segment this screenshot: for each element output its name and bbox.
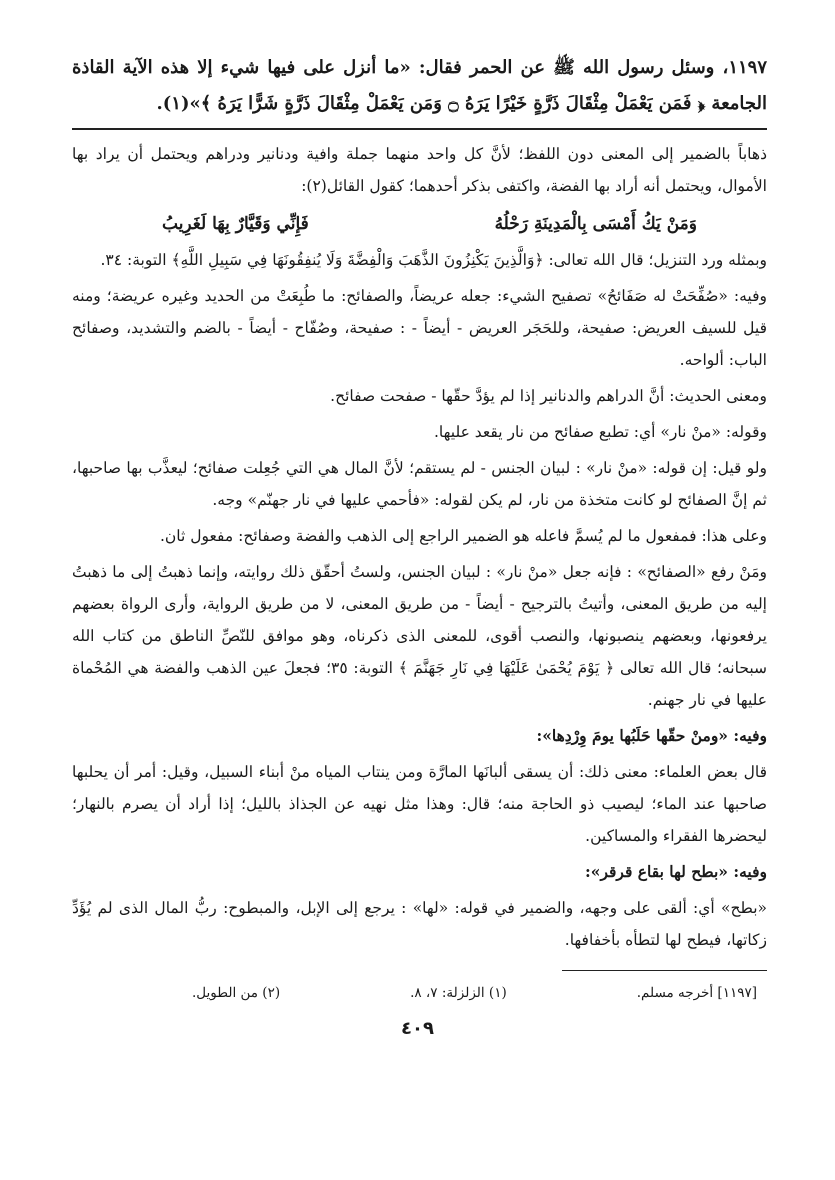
- paragraph-heading: وفيه: «ومنْ حقّها حَلَبُها يومَ وِرْدِها»:: [536, 726, 767, 745]
- hadith-number: ١١٩٧: [728, 57, 768, 78]
- paragraph: ومَنْ رفع «الصفائح» : فإنه جعل «منْ نار» : لبيان الجنس، ولستُ أحقّق ذلك روايته، وإنما ذهبتُ إلى ما ذهبتُ إليه من طريق المعنى، وأتيتُ بالترجيح - أيضاً - من طريق المعنى، لا من طريق الرواية، وأرى الرواة بعضهم يرفعونها، وبعضهم ينصبونها، والنصب أقوى، للمعنى الذى ذكرناه، وهو موافق للنّصِّ الناطق من كتاب الله سبحانه؛ قال الله تعالى ﴿ يَوْمَ يُحْمَىٰ عَلَيْهَا فِي نَارِ جَهَنَّمَ ﴾ التوبة: ٣٥؛ فجعلَ عين الذهب والفضة هي المُحْماة عليها في نار جهنم.: [72, 563, 767, 709]
- paragraph: قال بعض العلماء: معنى ذلك: أن يسقى ألبانَها المارَّة ومن ينتاب المياه منْ أبناء السبيل، وقيل: أمر أن يحلبها صاحبها عند الماء؛ ليصيب ذو الحاجة منه؛ قال: وهذا مثل نهيه عن الجذاذ بالليل؛ إذا أراد أن يصرم بالنهار؛ ليحضرها الفقراء والمساكين.: [72, 763, 767, 845]
- paragraph: وفيه: «صُفِّحَتْ له صَفَائحُ» تصفيح الشيء: جعله عريضاً، والصفائح: ما طُبِعَتْ من الحديد وغيره عريضة؛ ومنه قيل للسيف العريض: صفيحة، وللحَجَر العريض - أيضاً - : صفيحة، وصُفّاح - أيضاً - بالضم والتشديد، وصفائح الباب: ألواحه.: [72, 287, 767, 369]
- paragraph: ومعنى الحديث: أنَّ الدراهم والدنانير إذا لم يؤدَّ حقّها - صفحت صفائح.: [330, 387, 767, 405]
- paragraph: ولو قيل: إن قوله: «منْ نار» : لبيان الجنس - لم يستقم؛ لأنَّ المال هي التي جُعِلت صفائح؛ ليعذَّب بها صاحبها، ثم إنَّ الصفائح لو كانت متخذة من نار، لم يكن لقوله: «فأحمي عليها في نار جهنّم» وجه.: [72, 459, 767, 509]
- footnote-3: (٢) من الطويل.: [192, 985, 281, 1001]
- verse-hemistich-right: وَمَنْ يَكُ أَمْسَى بِالْمَدِينَةِ رَحْلُهُ: [494, 214, 697, 234]
- paragraph: وعلى هذا: فمفعول ما لم يُسمَّ فاعله هو الضمير الراجع إلى الذهب والفضة وصفائح: مفعول ثان.: [160, 527, 767, 545]
- document-page: [72, 50, 767, 1005]
- paragraph: وبمثله ورد التنزيل؛ قال الله تعالى: ﴿وَالَّذِينَ يَكْنِزُونَ الذَّهَبَ وَالْفِضَّةَ وَلَا يُنفِقُونَهَا فِي سَبِيلِ اللَّهِ﴾ التوبة: ٣٤.: [100, 251, 767, 269]
- hadith-text: وسئل رسول الله ﷺ عن الحمر فقال: «ما أنزل على فيها شيء إلا هذه الآية القاذة الجامعة ﴿ فَمَن يَعْمَلْ مِثْقَالَ ذَرَّةٍ خَيْرًا يَرَهُ ۝ وَمَن يَعْمَلْ مِثْقَالَ ذَرَّةٍ شَرًّا يَرَهُ ﴾»(١).: [72, 57, 767, 114]
- paragraph-heading: وفيه: «بطح لها بقاع قرقر»:: [585, 862, 767, 881]
- verse-hemistich-left: فَإِنِّي وَقَيَّارٌ بِهَا لَغَرِيبُ: [162, 214, 309, 234]
- poetry-verse: [72, 206, 767, 242]
- footnote-1: [١١٩٧] أخرجه مسلم.: [636, 985, 757, 1001]
- paragraph: ذهاباً بالضمير إلى المعنى دون اللفظ؛ لأنَّ كل واحد منهما جملة وافية ودنانير ودراهم ويحتمل أن يراد بها الأموال، ويحتمل أنه أراد بها الفضة، واكتفى بذكر أحدهما؛ كقول القائل(٢):: [72, 145, 767, 195]
- separator-rule: [72, 128, 767, 130]
- footnotes: [72, 981, 767, 1005]
- footnote-2: (١) الزلزلة: ٧، ٨.: [410, 985, 507, 1001]
- paragraph: «بطح» أي: ألقى على وجهه، والضمير في قوله: «لها» : يرجع إلى الإبل، والمبطوح: ربُّ المال الذى لم يُؤَدِّ زكاتها، فيطح لها لتطأه بأخفافها.: [72, 899, 767, 949]
- paragraph: وقوله: «منْ نار» أي: تطبع صفائح من نار يقعد عليها.: [434, 423, 767, 441]
- footnote-rule: [562, 970, 767, 971]
- page-number: ٤٠٩: [401, 1018, 434, 1039]
- hadith-block: ١١٩٧، وسئل رسول الله ﷺ عن الحمر فقال: «ما أنزل على فيها شيء إلا هذه الآية القاذة الجامعة ﴿ فَمَن يَعْمَلْ مِثْقَالَ ذَرَّةٍ خَيْرًا يَرَهُ ۝ وَمَن يَعْمَلْ مِثْقَالَ ذَرَّةٍ شَرًّا يَرَهُ ﴾»(١).: [72, 57, 768, 114]
